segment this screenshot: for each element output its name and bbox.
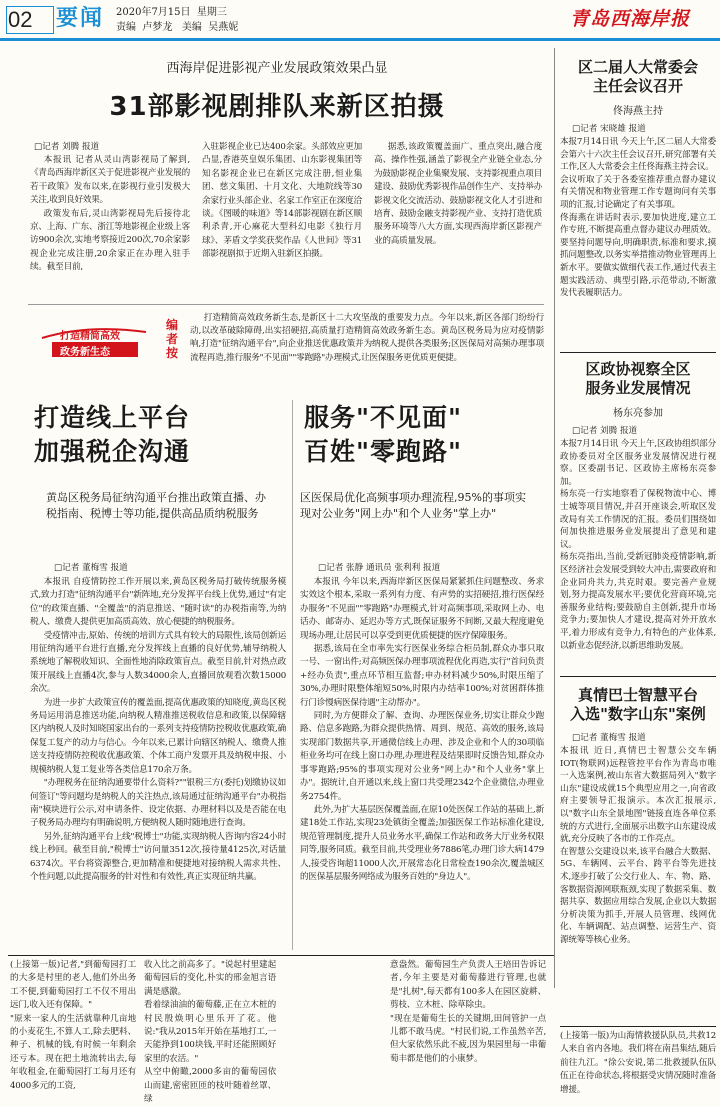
special-badge — [38, 324, 150, 358]
header-date: 2020年7月15日 — [116, 7, 191, 18]
sidebar-article-1 — [560, 50, 716, 354]
medical-para-3: 同时,为方便群众了解、查询、办理医保业务,切实让群众少跑路、信息多跑路,为群众提供热情、周到、规范、高效的服务,该局实现部门数据共享,开通微信线上办理、涉及企业和个人的30项临柜业务均可在线上窗口办理,办理进程及结果即时反馈告知,群众办事零跑路;95%的事项实现对公业务"网上办"和个人业务"掌上办"。据统计,自开通以来,线上窗口共受理2342个企业微信,办理业务2754件。 — [300, 711, 544, 802]
header-credits-line — [116, 21, 238, 35]
sidebar-3-title-line2: 入选"数字山东"案例 — [570, 705, 706, 723]
medical-title-line2: 百姓"零跑路" — [304, 437, 463, 466]
lead-col3 — [374, 141, 542, 301]
lead-col3-p1: 据悉,该政策覆盖面广、重点突出,融合度高、操作性强,涵盖了影视全产业链全业态,分为鼓励影视企业集聚发展、支持影视重点项目建设、鼓励优秀影视作品创作生产、支持举办影视文化交流活动、鼓励影视文化人才引进和培育、鼓励金融支持影视产业、支持打造优质服务环境等八大方面,实现西海岸新区影视产业的高质量发展。 — [374, 142, 542, 246]
medical-byline: □记者 张静 通讯员 张利利 报道 — [318, 563, 441, 573]
lead-title: 31部影视剧排队来新区拍摄 — [109, 92, 445, 122]
sidebar-3-byline: □记者 董梅雪 报道 — [572, 733, 646, 743]
tax-byline: □记者 董梅雪 报道 — [54, 563, 128, 573]
badge-line1: 打造精简高效 — [60, 331, 120, 342]
sidebar-rule-1 — [560, 352, 716, 353]
sidebar-article-2 — [560, 356, 716, 680]
sidebar-1-byline: □记者 宋晓雄 报道 — [572, 124, 646, 134]
medical-para-1: 本报讯 今年以来,西海岸新区医保局紧紧抓住问题整改、务求实效这个根本,采取一系列有力度、有声势的实招硬招,推行医保经办服务"不见面""零跑路"办理模式,针对高频事项,采取网上办、电话办、邮寄办、延迟办等方式,既保证服务不间断,又最大程度避免现场办理,让居民可以享受到更优质便捷的医疗保障服务。 — [300, 577, 544, 641]
editor-label: 责编 — [116, 22, 136, 33]
editor-note-label: 编者按 — [166, 318, 179, 360]
tax-body — [30, 576, 286, 950]
medical-para-4: 此外,为扩大基层医保覆盖面,在原10处医保工作站的基础上,新建18处工作站,实现23处镇街全覆盖;加强医保工作站标准化建设,规范管理制度,提升人员业务水平,确保工作站和政务大厅业务权限同等,服务同质。截至目前,共受理业务7886笔,办理门诊大病1479人,接受咨询超11000人次,开展常态化日常检查190余次,覆盖城区的医保基层服务网络成为服务百姓的"身边人"。 — [300, 804, 544, 882]
tax-medical-divider — [292, 400, 293, 950]
sidebar-2-sub: 杨东亮参加 — [613, 408, 663, 419]
bottom-col3: 意盎然。葡萄园生产负责人王培田告诉记者,今年主要是对葡萄藤进行管理,也就是"扎树",每天都有100多人在园区旋耕、剪枝、立木桩、除草除虫。 "现在是葡萄生长的关键期,田间管护一点儿都不敢马虎。"村民们说,工作虽然辛苦,但大家依然乐此不疲,因为果园里每一串葡萄丰都是他们的小康梦。 — [390, 960, 546, 1064]
header-weekday: 星期三 — [196, 7, 227, 18]
medical-title-line1: 服务"不见面" — [304, 403, 463, 432]
editor-name: 卢梦龙 — [142, 22, 173, 33]
designer-name: 吴燕妮 — [208, 22, 239, 33]
medical-deck: 区医保局优化高频事项办理流程,95%的事项实现对公业务"网上办"和个人业务"掌上办" — [300, 491, 526, 520]
section-title: 要闻 — [56, 6, 105, 31]
editor-note: 打造精简高效政务新生态,是新区十二大攻坚战的重要发力点。今年以来,新区各部门纷纷行动,以改革破除障碍,出实招硬招,高质量打造精简高效政务新生态。黄岛区税务局为应对疫情影响,打造"征纳沟通平台",向企业推送优惠政策并为纳税人提供各类服务;区医保局对高频办理事项流程再造,推行服务"不见面""零跑路"办理模式,让医保服务更优质更便捷。 — [190, 313, 544, 363]
lead-kicker: 西海岸促进影视产业发展政策效果凸显 — [166, 61, 388, 76]
sidebar-2-text: 本报7月14日讯 今天上午,区政协组织部分政协委员对全区服务业发展情况进行视察。区委副书记、区政协主席杨东亮参加。 杨东亮一行实地察看了保税物流中心、博士城等项目情况,并召开座谈会,听取区发改局有关工作情况的汇报。委员们围绕如何加快推进服务业发展提出了意见和建议。 杨东亮指出,当前,受新冠肺炎疫情影响,新区经济社会发展受到较大冲击,需要政府和企业同舟共力,共克时艰。要完善产业规划,努力提高发展水平;要优化营商环境,完善服务业结构;要鼓励自主创新,提升市场竞争力;要加快人才建设,提高对外开放水平,着力形成有竞争力,有特色的产业体系,以新业态促经济,以新思维助发展。 — [560, 439, 716, 651]
sidebar-rule-2 — [560, 676, 716, 677]
tax-para-2: 受疫情冲击,原始、传统的培训方式具有较大的局限性,该局创新运用征纳沟通平台进行直播,充分发挥线上直播的良好优势,辅导纳税人系统地了解税收知识、全面性地消除政策盲点。截至目前,针对热点政策开展线上直播4次,参与人数34000余人,直播回放观看次数15000余次。 — [30, 630, 286, 695]
lead-byline: □记者 刘腾 报道 — [34, 142, 100, 152]
page-number: 02 — [8, 7, 33, 32]
sidebar-1-text: 本报7月14日讯 今天上午,区二届人大常委会第六十六次主任会议召开,研究部署有关工作,区人大常委会主任佟海燕主持会议。 会议听取了关于各委室推荐重点督办建议有关情况和物业管理工作专题询问有关事项的汇报,讨论确定了有关事项。 佟海燕在讲话时表示,要加快进度,建立工作专班,不断提高重点督办建议办理质效。要坚持问题导向,明确职责,标准和要求,摸抓问题整改,以务实举措推动物业管理再上新水平。要做实做细代表工作,通过代表主题实践活动、典型引路,示范带动,不断激发代表履职活力。 — [560, 137, 716, 299]
lead-bottom-rule — [28, 304, 544, 305]
sidebar-article-3 — [560, 680, 716, 979]
lead-col1 — [30, 154, 190, 300]
sidebar-divider — [554, 48, 555, 988]
sidebar-2-byline: □记者 刘腾 报道 — [572, 426, 638, 436]
lead-col1-p1: 本报讯 记者从灵山湾影视局了解到,《青岛西海岸新区关于促进影视产业发展的若干政策》发布以来,在影视行业引发极大关注,收到良好效果。 — [30, 155, 190, 206]
sidebar-2-title-line1: 区政协视察全区 — [585, 360, 691, 378]
header-date-line — [116, 6, 227, 20]
designer-label: 美编 — [181, 22, 202, 33]
sidebar-rule-3 — [560, 1026, 716, 1027]
tax-para-4: "办理税务在征纳沟通要带什么资料?""银税三方(委托)划缴协议如何签订"等问题均是纳税人的关注热点,该局通过征纳沟通平台"办税指南"模块进行公示,对申请条件、设定依据、办理材料以及是否能在电子税务局办理均有明确说明,方便纳税人随时随地进行查询。 — [30, 778, 286, 829]
sidebar-1-title-line2: 主任会议召开 — [592, 77, 683, 95]
sidebar-3-title-line1: 真情巴士智慧平台 — [577, 686, 698, 704]
lead-col2 — [202, 141, 362, 301]
tax-para-1: 本报讯 自疫情防控工作开展以来,黄岛区税务局打破传统服务模式,致力打造"征纳沟通平台"新阵地,充分发挥平台线上优势,通过"有定位"的政策直播、"全覆盖"的消息推送、"随时读"的办税指南等,为纳税人、缴费人提供更加高质高效、放心便捷的纳税服务。 — [30, 577, 286, 628]
medical-para-2: 据悉,该局在全市率先实行医保业务综合柜员制,群众办事只取一号、一窗出件;对高频医保办理事项流程优化再造,实行"首问负责+经办负责",重点环节相互监督;申办材料减少50%,时限压缩了30%,办理时限整体缩短50%,时限内办结率100%;对贫困群体推行门诊慢病医保待遇"主动帮办"。 — [300, 644, 545, 708]
sidebar-1-title-line1: 区二届人大常委会 — [577, 58, 698, 76]
badge-line2: 政务新生态 — [60, 347, 110, 358]
tax-deck: 黄岛区税务局征纳沟通平台推出政策直播、办税指南、税博士等功能,提供高品质纳税服务 — [46, 491, 266, 520]
tax-title-line1: 打造线上平台 — [34, 403, 191, 432]
sidebar-3-text: 本报讯 近日,真情巴士智慧公交车辆IOT(物联网)远程管控平台作为青岛市唯一入选案例,被山东省大数据局列入"数字山东"建设成就15个典型应用之一,向省政府主要领导汇报演示。本次汇报展示,以"数字山东全景地图"链接直连各单位系统的方式进行,全面展示出数字山东建设成就,充分反映了各市的工作亮点。 在智慧公交建设以来,该平台融合大数据、5G、车辆网、云平台、跨平台等先进技术,逐步打破了公交行业人、车、物、路、客数据资源网联瓶颈,实现了数据采集、数据共享、数据应用综合发展,企业以大数据分析决策为抓手,开展人员管理、线网优化、车辆调配、站点调整、运营生产、资源统筹等核心业务。 — [560, 746, 716, 945]
bottom-col4: (上接第一版)为山海情救援队队员,共救12人来自省内各地。我们将在南昌集结,随后前往九江。"徐公安说,第二批救援队伍队伍正在待命状态,将根据受灾情况随时准备增援。 — [560, 1031, 716, 1095]
sidebar-1-sub: 佟海燕主持 — [613, 106, 663, 117]
header-blue-rule — [0, 38, 720, 41]
tax-para-3: 为进一步扩大政策宣传的覆盖面,提高优惠政策的知晓度,黄岛区税务局运用消息推送功能,向纳税人精准推送税收信息和政策,以保障辖区内纳税人及时知晓国家出台的一系列支持疫情防控税收优惠政策,确保复工复产的动力与信心。今年以来,已累计向辖区纳税人、缴费人推送支持疫情防控税收优惠政策、个体工商户发票开具及纳税申报、小规模纳税人复工复业等各类信息170余万条。 — [30, 697, 286, 775]
bottom-col2: 收入比之前高多了。"说起村里建起葡萄园后的变化,朴实的邢金旭言语满是感激。 看着绿油油的葡萄藤,正在立木桩的村民殷焕明心里乐开了花。他说:"我从2015年开始在基地打工,一天能挣到100块钱,平时还能照顾好家里的农活。" 从空中俯瞰,2000多亩的葡萄园依山而建,密密匝匝的枝叶随着丝罩、绿 — [144, 960, 276, 1105]
lead-col1-p2: 政策发布后,灵山湾影视局先后接待北京、上海、广东、浙江等地影视企业级上客访900余次,实地考察接近200次,70余家影视企业完成注册,20余家正在办理入驻手续。截至目前, — [30, 208, 190, 273]
bottom-col1: (上接第一版)记者,"到葡萄园打工的大多是村里的老人,他们外出务工不便,到葡萄园打工不仅不用出远门,收入还有保障。" "原来一家人的生活就靠种几亩地的小麦花生,不算人工,除去肥料、种子、机械的钱,有时候一年剩余还亏本。现在把土地流转出去,每年收租金,在葡萄园打工每月还有4000多元的工资, — [10, 960, 136, 1091]
sidebar-2-title-line2: 服务业发展情况 — [585, 379, 691, 397]
medical-body — [300, 576, 544, 950]
header-bar — [0, 0, 720, 40]
continuation-top-rule — [8, 955, 554, 956]
tax-title-line2: 加强税企沟通 — [34, 437, 191, 466]
masthead-logo: 青岛西海岸报 — [570, 8, 691, 30]
tax-para-5: 另外,征纳沟通平台上线"税博士"功能,实现纳税人咨询内容24小时线上秒回。截至目前,"税博士"访问量3512次,接待量4125次,对话量6374次。平台将资源整合,更加精准和便捷地对接纳税人需求共性、个性问题,以此提高服务的针对性和有效性,真正实现征纳共赢。 — [30, 831, 286, 882]
lead-col2-p1: 入驻影视企业已达400余家。头部效应更加凸显,香港英皇娱乐集团、山东影视集团等知名影视企业已在新区完成注册,恒业集团、慈文集团、十月文化、大地院线等30余家行业头部企业、名家工作室正在深度洽谈。《图暖的味道》等14部影视剧在新区顺利杀青,开心麻花大型科幻电影《独行月球》、茅盾文学奖获奖作品《人世间》等31部影视剧拟于近期入驻新区拍摄。 — [202, 142, 362, 260]
